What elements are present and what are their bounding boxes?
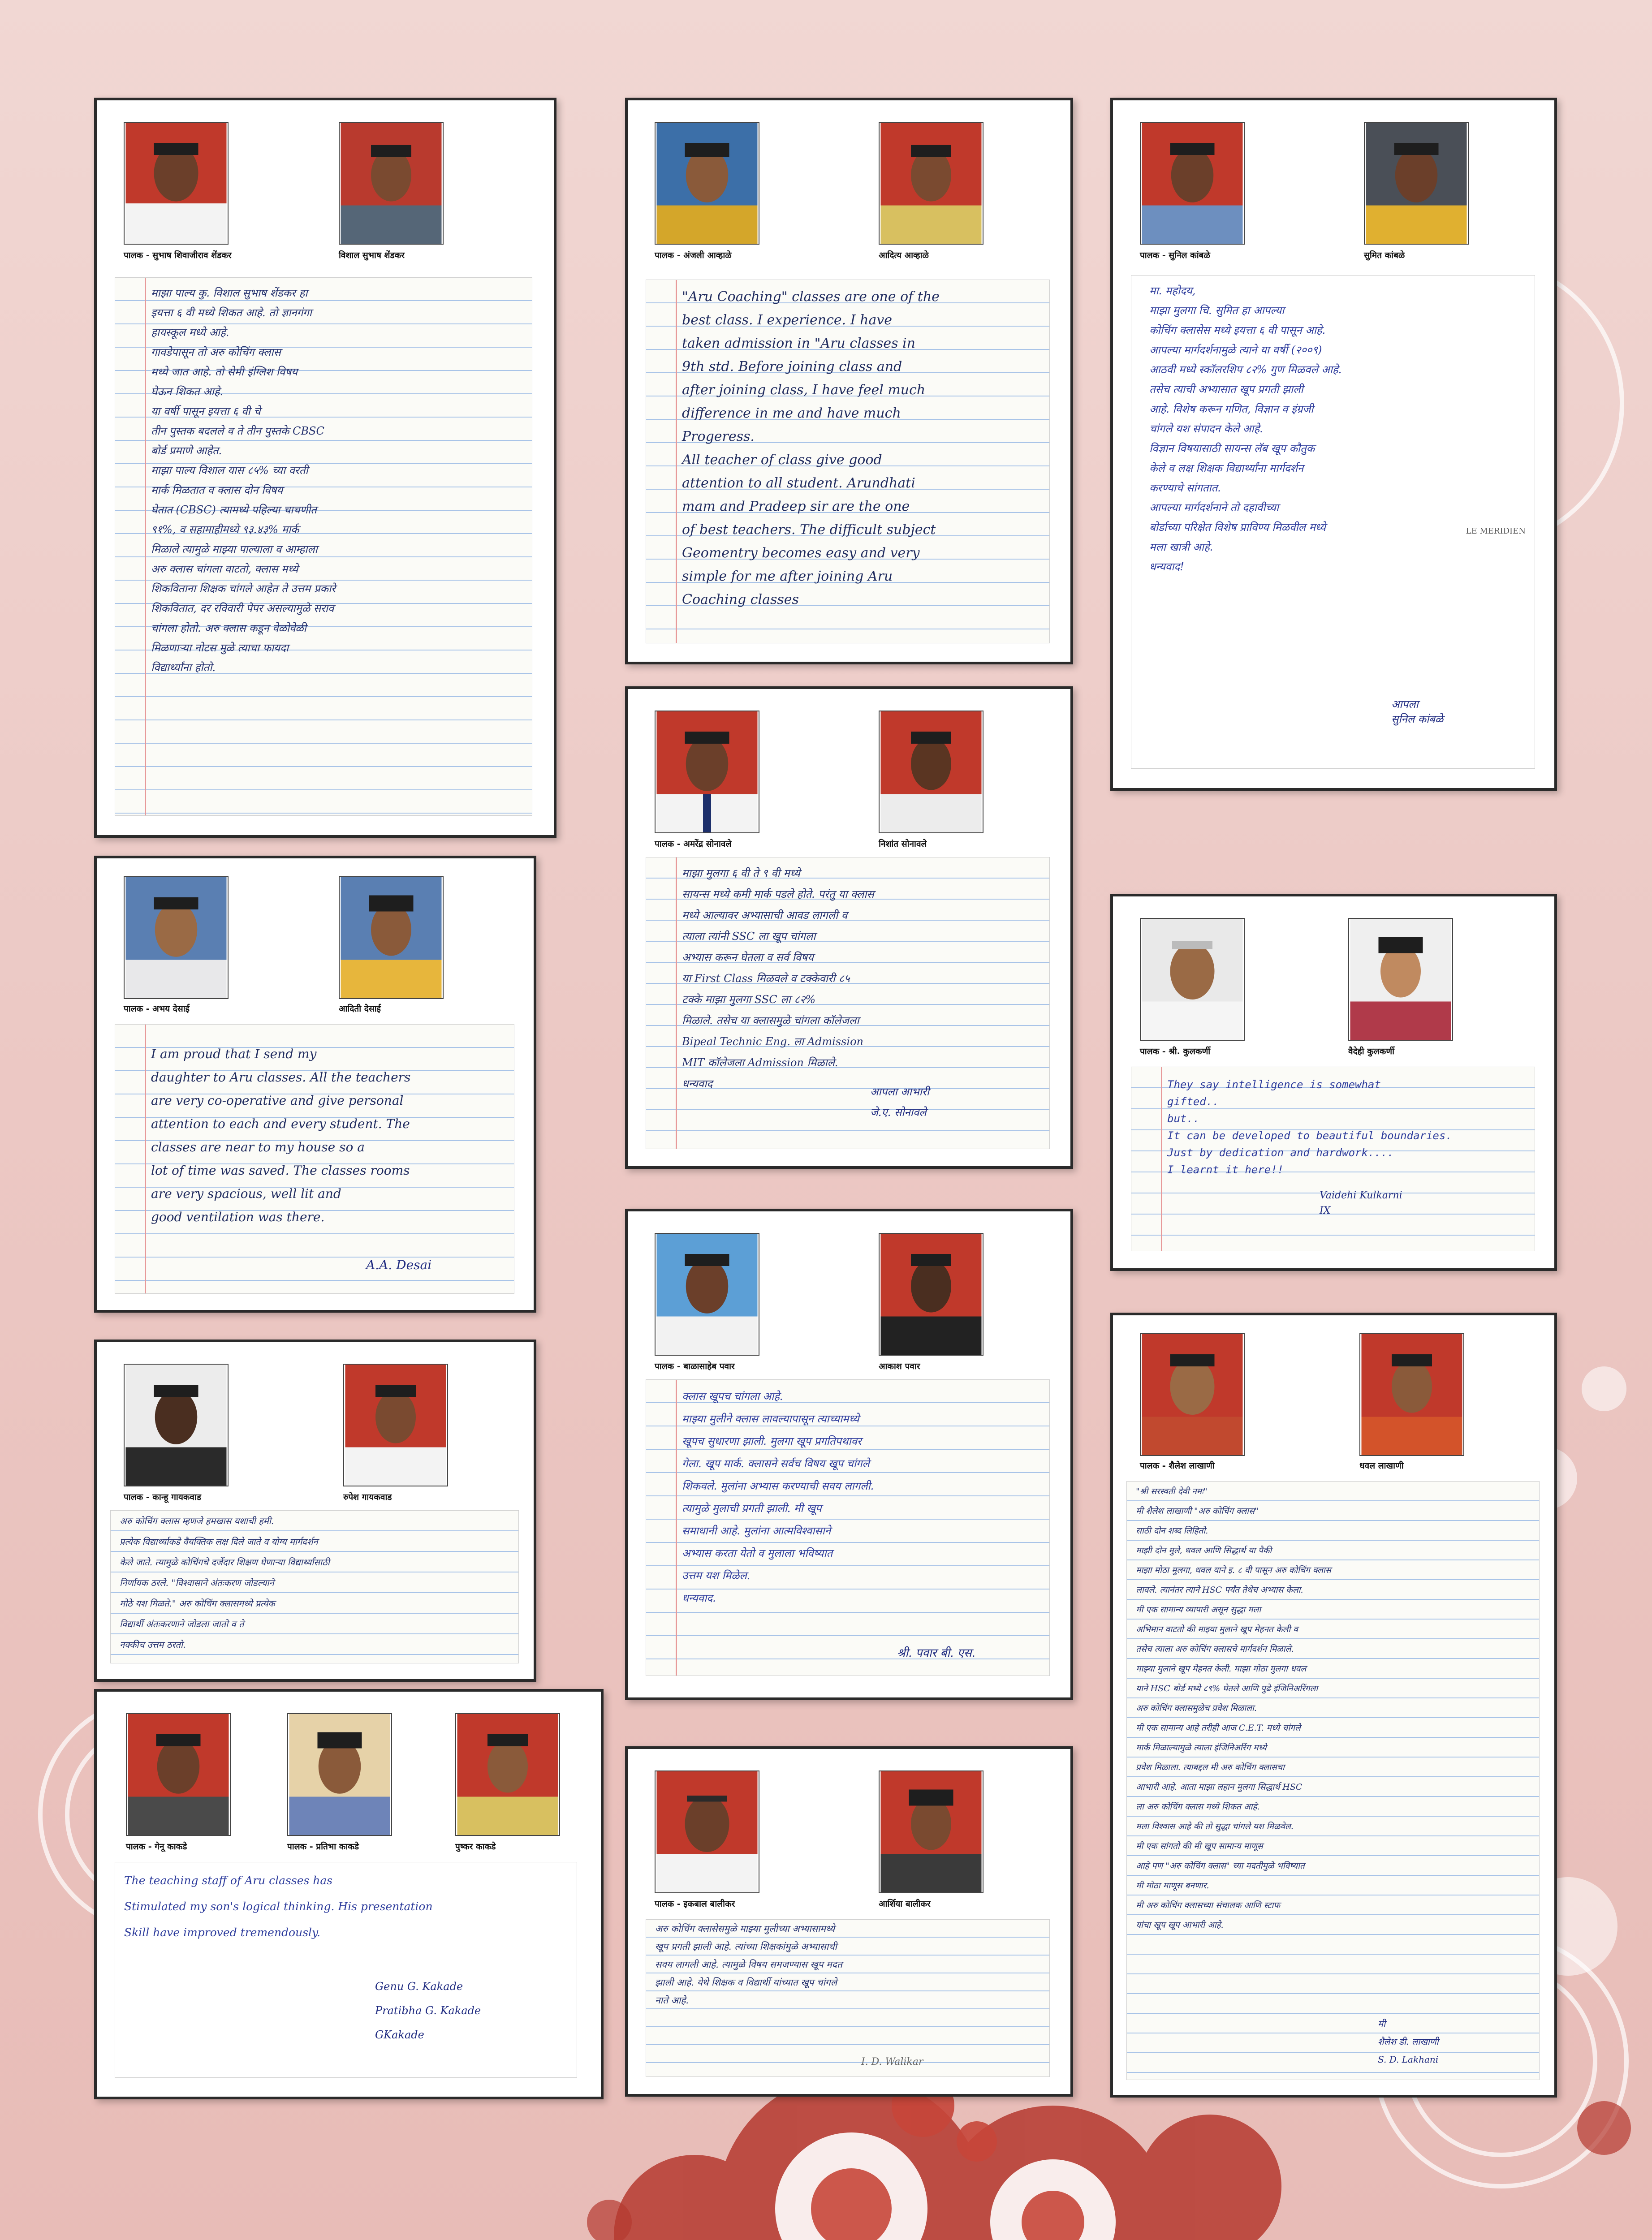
testimonial-letter: [1131, 1067, 1535, 1251]
parent-name: पालक - श्री. कुलकर्णी: [1140, 1047, 1211, 1056]
signature: A.A. Desai: [366, 1258, 432, 1272]
student-photo: [879, 122, 983, 245]
person-photo-icon: [880, 1234, 983, 1355]
person-photo-icon: [880, 123, 983, 244]
person-photo-icon: [456, 1714, 559, 1835]
signature: आपला आभारी जे.ए. सोनावले: [870, 1086, 929, 1119]
signature: श्री. पवार बी. एस.: [897, 1646, 975, 1660]
person-photo-icon: [125, 123, 228, 244]
testimonial-letter: [115, 1862, 577, 2078]
student-name: आदित्य आव्हाळे: [879, 250, 929, 260]
person-photo-icon: [1349, 919, 1452, 1040]
student-photo: [339, 876, 444, 999]
letter-text: क्लास खूपच चांगला आहे. माझ्या मुलीने क्लास लावल्यापासून त्याच्यामध्ये खूपच सुधारणा झाली. मुलगा खूप प्रगतिपथावर गेला. खूप मार्क. क्लासने सर्वच विषय खूप चांगले शिकवले. मुलांना अभ्यास करण्याची सवय लागली. त्यामुळे मुलाची प्रगती झाली. मी खूप समाधानी आहे. मुलांना आत्मविश्वासाने अभ्यास करता येतो व मुलाला भविष्यात उत्तम यश मिळेल. धन्यवाद.: [682, 1390, 874, 1604]
letter-text: "श्री सरस्वती देवी नमः" मी शैलेश लाखाणी "अरु कोचिंग क्लास" साठी दोन शब्द लिहितो. माझी दोन मुले, धवल आणि सिद्धार्थ या पैकी माझा मोठा मुलगा, धवल याने इ. ८ वी पासून अरु कोचिंग क्लास लावले. त्यानंतर त्याने HSC पर्यंत तेथेच अभ्यास केला. मी एक सामान्य व्यापारी असून सुद्धा मला अभिमान वाटतो की माझ्या मुलाने खूप मेहनत केली व तसेच त्याला अरु कोचिंग क्लासचे मार्गदर्शन मिळाले. माझ्या मुलाने खूप मेहनत केली. माझा मोठा मुलगा धवल याने HSC बोर्ड मध्ये ८९% घेतले आणि पुढे इंजिनिअरिंगला अरु कोचिंग क्लासमुळेच प्रवेश मिळाला. मी एक सामान्य आहे तरीही आज C.E.T. मध्ये चांगले मार्क मिळाल्यामुळे त्याला इंजिनिअरिंग मध्ये प्रवेश मिळाला. त्याबद्दल मी अरु कोचिंग क्लासचा आभारी आहे. आता माझा लहान मुलगा सिद्धार्थ HSC ला अरु कोचिंग क्लास मध्ये शिकत आहे. मला विश्वास आहे की तो सुद्धा चांगले यश मिळवेल. मी एक सांगतो की मी खूप सामान्य माणूस आहे पण "अरु कोचिंग क्लास" च्या मदतीमुळे भविष्यात मी मोठा माणूस बनणार. मी अरु कोचिंग क्लासच्या संचालक आणि स्टाफ यांचा खूप खूप आभारी आहे.: [1136, 1486, 1331, 1930]
parent-name: पालक - बाळासाहेब पवार: [655, 1361, 735, 1371]
testimonial-card-kamble: [1110, 98, 1557, 791]
testimonial-card-kulkarni: [1110, 894, 1557, 1271]
person-photo-icon: [340, 123, 443, 244]
student-photo: [879, 711, 983, 833]
student-photo: [1364, 122, 1469, 245]
testimonial-card-kakade: [94, 1689, 604, 2099]
person-photo-icon: [656, 711, 759, 832]
letter-text: अरु कोचिंग क्लास म्हणजे हमखास यशाची हमी. प्रत्येक विद्यार्थ्याकडे वैयक्तिक लक्ष दिले जाते व योग्य मार्गदर्शन केले जाते. त्यामुळे कोचिंगचे दर्जेदार शिक्षण घेणाऱ्या विद्यार्थ्यांसाठी निर्णायक ठरले. "विश्वासाने अंतःकरण जोडल्याने मोठे यश मिळते." अरु कोचिंग क्लासमध्ये प्रत्येक विद्यार्थी अंतःकरणाने जोडला जातो व ते नक्कीच उत्तम ठरतो.: [120, 1516, 330, 1650]
student-photo: [879, 1233, 983, 1356]
student-photo: [1359, 1333, 1464, 1456]
person-photo-icon: [125, 1365, 228, 1486]
person-photo-icon: [1365, 123, 1468, 244]
student-name: रुपेश गायकवाड: [343, 1492, 392, 1502]
student-name: आदिती देसाई: [339, 1004, 381, 1014]
signature: Genu G. Kakade Pratibha G. Kakade GKakade: [375, 1980, 481, 2041]
testimonial-letter: [115, 1024, 514, 1294]
testimonial-letter: [110, 1510, 519, 1663]
person-photo-icon: [125, 877, 228, 998]
person-photo-icon: [1141, 1334, 1244, 1455]
testimonial-letter: [646, 1919, 1050, 2077]
letter-text: मा. महोदय, माझा मुलगा चि. सुमित हा आपल्या कोचिंग क्लासेस मध्ये इयत्ता ६ वी पासून आहे. आपल्या मार्गदर्शनामुळे त्याने या वर्षी (२००९) आठवी मध्ये स्कॉलरशिप ८२% गुण मिळवले आहे. तसेच त्याची अभ्यासात खूप प्रगती झाली आहे. विशेष करून गणित, विज्ञान व इंग्रजी चांगले यश संपादन केले आहे. विज्ञान विषयासाठी सायन्स लॅब खूप कौतुक केले व लक्ष शिक्षक विद्यार्थ्यांना मार्गदर्शन करण्याचे सांगतात. आपल्या मार्गदर्शनाने तो दहावीच्या बोर्डाच्या परिक्षेत विशेष प्राविण्य मिळवील मध्ये मला खात्री आहे. धन्यवाद!: [1149, 284, 1342, 573]
testimonial-letter: [1126, 1481, 1540, 2080]
parent-name: पालक - अमरेंद्र सोनावले: [655, 839, 732, 849]
student-name: विशाल सुभाष शेंडकर: [339, 250, 405, 260]
student-name: पुष्कर काकडे: [455, 1842, 496, 1852]
testimonial-letter: [646, 1379, 1050, 1676]
signature: I. D. Walikar: [861, 2056, 923, 2068]
father-photo: [126, 1713, 231, 1836]
person-photo-icon: [1141, 123, 1244, 244]
student-name: सुमित कांबळे: [1364, 250, 1405, 260]
testimonial-card-pawar: [625, 1209, 1073, 1700]
person-photo-icon: [127, 1714, 230, 1835]
testimonial-letter: [646, 857, 1050, 1149]
student-name: आर्शिया बालीकर: [879, 1899, 931, 1909]
parent-photo: [124, 1364, 229, 1486]
father-name: पालक - गेनू काकडे: [126, 1842, 187, 1852]
parent-name: पालक - शैलेश लाखाणी: [1140, 1461, 1215, 1471]
parent-photo: [655, 711, 759, 833]
testimonial-card-shendkar: [94, 98, 556, 838]
letter-text: The teaching staff of Aru classes has Stimulated my son's logical thinking. His presentation Skill have improved tremendously.: [124, 1874, 433, 1939]
person-photo-icon: [880, 1771, 983, 1892]
student-photo: [455, 1713, 560, 1836]
mother-name: पालक - प्रतिभा काकडे: [287, 1842, 359, 1852]
testimonial-letter: [115, 277, 532, 816]
letter-text: They say intelligence is somewhat gifted.. but.. It can be developed to beautiful boundaries. Just by dedication and hardwork.... I learnt it here!!: [1167, 1078, 1452, 1176]
letter-text: माझा मुलगा ६ वी ते ९ वी मध्ये सायन्स मध्ये कमी मार्क पडले होते. परंतु या क्लास मध्ये आल्यावर अभ्यासाची आवड लागली व त्याला त्यांनी SSC ला खूप चांगला अभ्यास करून घेतला व सर्व विषय या First Class मिळवले व टक्केवारी ८५ टक्के माझा मुलगा SSC ला ८२% मिळाले. तसेच या क्लासमुळे चांगला कॉलेजला Bipeal Technic Eng. ला Admission MIT कॉलेजला Admission मिळाले. धन्यवाद: [682, 867, 874, 1090]
person-photo-icon: [288, 1714, 391, 1835]
person-photo-icon: [656, 1234, 759, 1355]
letter-text: माझा पाल्य कु. विशाल सुभाष शेंडकर हा इयत्ता ६ वी मध्ये शिकत आहे. तो ज्ञानगंगा हायस्कूल मध्ये आहे. गावडेपासून तो अरु कोचिंग क्लास मध्ये जात आहे. तो सेमी इंग्लिश विषय घेऊन शिकत आहे. या वर्षी पासून इयत्ता ६ वी चे तीन पुस्तक बदलले व ते तीन पुस्तके CBSC बोर्ड प्रमाणे आहेत. माझा पाल्य विशाल यास ८५% च्या वरती मार्क मिळतात व क्लास दोन विषय घेतात (CBSC) त्यामध्ये पहिल्या चाचणीत ९१%, व सहामाहीमध्ये ९३.४३% मार्क मिळाले त्यामुळे माझ्या पाल्याला व आम्हाला अरु क्लास चांगला वाटतो, क्लास मध्ये शिकविताना शिक्षक चांगले आहेत ते उत्तम प्रकारे शिकवितात, दर रविवारी पेपर असल्यामुळे सराव चांगला होतो. अरु क्लास कडून वेळोवेळी मिळणाऱ्या नोटस मुळे त्याचा फायदा विद्यार्थ्यांना होतो.: [151, 287, 336, 674]
student-photo: [339, 122, 444, 245]
person-photo-icon: [1141, 919, 1244, 1040]
testimonial-card-awhale: [625, 98, 1073, 664]
parent-name: पालक - कान्हू गायकवाड: [124, 1492, 202, 1502]
parent-photo: [1140, 918, 1245, 1041]
parent-name: पालक - सुनिल कांबळे: [1140, 250, 1210, 260]
testimonial-card-lakhani: [1110, 1313, 1557, 2098]
student-photo: [1348, 918, 1453, 1041]
testimonial-card-desai: [94, 856, 536, 1313]
parent-photo: [1140, 1333, 1245, 1456]
parent-photo: [655, 1233, 759, 1356]
student-name: वैदेही कुलकर्णी: [1348, 1047, 1395, 1056]
parent-photo: [1140, 122, 1245, 245]
student-photo: [879, 1770, 983, 1893]
person-photo-icon: [656, 123, 759, 244]
parent-photo: [655, 122, 759, 245]
person-photo-icon: [1360, 1334, 1463, 1455]
parent-name: पालक - अभय देसाई: [124, 1004, 190, 1014]
testimonial-card-gaikwad: [94, 1340, 536, 1682]
signature: आपला सुनिल कांबळे: [1391, 698, 1444, 725]
parent-photo: [124, 876, 229, 999]
student-name: निशांत सोनावले: [879, 839, 927, 849]
testimonial-card-sonawale: [625, 686, 1073, 1169]
student-photo: [343, 1364, 448, 1486]
student-name: आकाश पवार: [879, 1361, 920, 1371]
student-name: धवल लाखाणी: [1359, 1461, 1404, 1471]
person-photo-icon: [344, 1365, 447, 1486]
signature: Vaidehi Kulkarni IX: [1320, 1190, 1402, 1216]
person-photo-icon: [656, 1771, 759, 1892]
parent-name: पालक - अंजली आव्हाळे: [655, 250, 732, 260]
testimonial-letter: [646, 280, 1050, 643]
letter-text: अरु कोचिंग क्लासेसमुळे माझ्या मुलीच्या अभ्यासामध्ये खूप प्रगती झाली आहे. त्यांच्या शिक्षकांमुळे अभ्यासाची सवय लागली आहे. त्यामुळे विषय समजण्यास खूप मदत झाली आहे. येथे शिक्षक व विद्यार्थी यांच्यात खूप चांगले नाते आहे.: [655, 1923, 842, 2006]
testimonial-card-walikar: [625, 1746, 1073, 2097]
signature: मी शैलेश डी. लाखाणी S. D. Lakhani: [1378, 2018, 1439, 2065]
parent-photo: [124, 122, 229, 245]
person-photo-icon: [340, 877, 443, 998]
letter-text: "Aru Coaching" classes are one of the best class. I experience. I have taken admission in "Aru classes in 9th std. Before joining class and after joining class, I have feel much difference in me and have much Progeress. All teacher of class give good attention to all student. Arundhati mam and Pradeep sir are the one of best teachers. The difficult subject Geomentry becomes easy and very simple for me after joining Aru Coaching classes: [682, 289, 940, 607]
parent-name: पालक - इकबाल बालीकर: [655, 1899, 735, 1909]
letter-text: I am proud that I send my daughter to Aru classes. All the teachers are very co-operative and give personal attention to each and every student. The classes are near to my house so a lot of time was saved. The classes rooms are very spacious, well lit and good ventilation was there.: [151, 1047, 411, 1224]
person-photo-icon: [880, 711, 983, 832]
mother-photo: [287, 1713, 392, 1836]
parent-photo: [655, 1770, 759, 1893]
letterhead-note: LE MERIDIEN: [1466, 526, 1526, 536]
parent-name: पालक - सुभाष शिवाजीराव शेंडकर: [124, 250, 232, 260]
testimonial-letter: [1131, 275, 1535, 769]
